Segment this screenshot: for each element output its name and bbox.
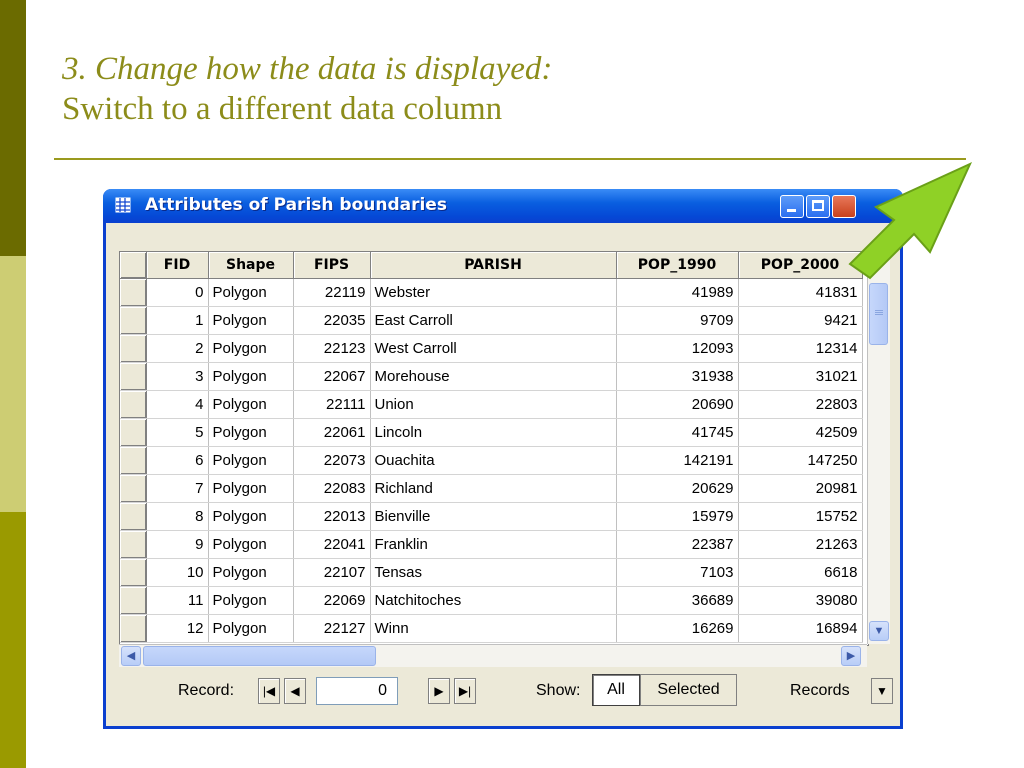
cell-pop-2000[interactable]: 9421 [738, 307, 862, 335]
stripe-middle [0, 256, 26, 512]
window-titlebar[interactable] [103, 189, 903, 223]
row-selector[interactable] [120, 615, 146, 643]
stripe-bottom [0, 512, 26, 768]
cell-fid[interactable]: 8 [146, 503, 208, 531]
cell-fips[interactable]: 22083 [293, 475, 370, 503]
cell-fips[interactable]: 22111 [293, 391, 370, 419]
previous-record-icon[interactable]: ◀ [284, 678, 306, 704]
show-label: Show: [536, 682, 581, 699]
column-header-shape[interactable]: Shape [208, 252, 293, 279]
last-record-icon[interactable]: ▶| [454, 678, 476, 704]
next-record-icon[interactable]: ▶ [428, 678, 450, 704]
window-title: Attributes of Parish boundaries [145, 195, 447, 215]
cell-shape[interactable]: Polygon [208, 307, 293, 335]
cell-pop-1990[interactable]: 12093 [616, 335, 738, 363]
cell-fips[interactable]: 22035 [293, 307, 370, 335]
row-selector[interactable] [120, 447, 146, 475]
title-divider [54, 158, 966, 160]
column-header-fips[interactable]: FIPS [293, 252, 370, 279]
cell-shape[interactable]: Polygon [208, 363, 293, 391]
cell-fips[interactable]: 22061 [293, 419, 370, 447]
cell-parish[interactable]: Lincoln [370, 419, 616, 447]
cell-pop-1990[interactable]: 31938 [616, 363, 738, 391]
cell-parish[interactable]: East Carroll [370, 307, 616, 335]
horizontal-scroll-thumb[interactable] [143, 646, 376, 666]
cell-fid[interactable]: 3 [146, 363, 208, 391]
cell-shape[interactable]: Polygon [208, 447, 293, 475]
cell-parish[interactable]: Union [370, 391, 616, 419]
cell-pop-2000[interactable]: 147250 [738, 447, 862, 475]
cell-shape[interactable]: Polygon [208, 587, 293, 615]
cell-fips[interactable]: 22123 [293, 335, 370, 363]
cell-fips[interactable]: 22041 [293, 531, 370, 559]
cell-fid[interactable]: 11 [146, 587, 208, 615]
cell-fips[interactable]: 22119 [293, 279, 370, 307]
header-row-selector[interactable] [120, 252, 146, 279]
stripe-top [0, 0, 26, 256]
column-header-pop-1990[interactable]: POP_1990 [616, 252, 738, 279]
cell-parish[interactable]: Ouachita [370, 447, 616, 475]
cell-fips[interactable]: 22069 [293, 587, 370, 615]
cell-parish[interactable]: Morehouse [370, 363, 616, 391]
cell-fid[interactable]: 9 [146, 531, 208, 559]
cell-pop-1990[interactable]: 9709 [616, 307, 738, 335]
cell-shape[interactable]: Polygon [208, 391, 293, 419]
cell-fid[interactable]: 4 [146, 391, 208, 419]
cell-pop-2000[interactable]: 12314 [738, 335, 862, 363]
cell-pop-1990[interactable]: 22387 [616, 531, 738, 559]
cell-pop-2000[interactable]: 22803 [738, 391, 862, 419]
row-selector[interactable] [120, 391, 146, 419]
table-row[interactable] [120, 391, 862, 419]
maximize-button[interactable] [806, 195, 830, 218]
cell-pop-1990[interactable]: 36689 [616, 587, 738, 615]
cell-shape[interactable]: Polygon [208, 419, 293, 447]
table-row[interactable] [120, 475, 862, 503]
table-row[interactable] [120, 363, 862, 391]
slide-title-line1: 3. Change how the data is displayed: [62, 51, 553, 87]
cell-fid[interactable]: 12 [146, 615, 208, 643]
table-row[interactable] [120, 447, 862, 475]
cell-shape[interactable]: Polygon [208, 531, 293, 559]
cell-parish[interactable]: Winn [370, 615, 616, 643]
table-icon [115, 197, 131, 213]
show-selected-button[interactable]: Selected [640, 674, 737, 706]
cell-pop-2000[interactable]: 20981 [738, 475, 862, 503]
cell-parish[interactable]: Natchitoches [370, 587, 616, 615]
record-label: Record: [178, 682, 235, 699]
attributes-window [103, 189, 903, 729]
cell-fid[interactable]: 0 [146, 279, 208, 307]
cell-shape[interactable]: Polygon [208, 279, 293, 307]
column-header-pop-2000[interactable]: POP_2000 [738, 252, 862, 279]
cell-pop-2000[interactable]: 31021 [738, 363, 862, 391]
cell-pop-1990[interactable]: 7103 [616, 559, 738, 587]
cell-pop-2000[interactable]: 41831 [738, 279, 862, 307]
table-row[interactable] [120, 615, 862, 643]
cell-pop-1990[interactable]: 41745 [616, 419, 738, 447]
cell-pop-1990[interactable]: 20629 [616, 475, 738, 503]
vertical-scrollbar[interactable] [867, 251, 890, 644]
row-selector[interactable] [120, 475, 146, 503]
row-selector[interactable] [120, 279, 146, 307]
records-label: Records [790, 682, 850, 699]
cell-pop-1990[interactable]: 41989 [616, 279, 738, 307]
header-row [120, 252, 862, 279]
row-selector[interactable] [120, 307, 146, 335]
cell-shape[interactable]: Polygon [208, 475, 293, 503]
scroll-down-icon[interactable]: ▼ [869, 621, 889, 641]
cell-pop-2000[interactable]: 21263 [738, 531, 862, 559]
table-row[interactable] [120, 559, 862, 587]
cell-pop-2000[interactable]: 39080 [738, 587, 862, 615]
cell-pop-2000[interactable]: 42509 [738, 419, 862, 447]
options-dropdown-icon[interactable]: ▼ [871, 678, 893, 704]
cell-parish[interactable]: Bienville [370, 503, 616, 531]
table-row[interactable] [120, 335, 862, 363]
cell-parish[interactable]: Tensas [370, 559, 616, 587]
row-selector[interactable] [120, 587, 146, 615]
horizontal-scrollbar[interactable] [119, 644, 867, 667]
cell-shape[interactable]: Polygon [208, 559, 293, 587]
cell-shape[interactable]: Polygon [208, 615, 293, 643]
cell-pop-1990[interactable]: 20690 [616, 391, 738, 419]
cell-fid[interactable]: 2 [146, 335, 208, 363]
cell-pop-2000[interactable]: 15752 [738, 503, 862, 531]
column-header-parish[interactable]: PARISH [370, 252, 616, 279]
cell-fips[interactable]: 22107 [293, 559, 370, 587]
minimize-button[interactable] [780, 195, 804, 218]
table-row[interactable] [120, 419, 862, 447]
column-header-fid[interactable]: FID [146, 252, 208, 279]
scroll-left-icon[interactable]: ◀ [121, 646, 141, 666]
attribute-table [119, 251, 869, 646]
row-selector[interactable] [120, 363, 146, 391]
slide-title [62, 50, 552, 129]
pointer-arrow-icon [838, 152, 978, 282]
cell-pop-1990[interactable]: 15979 [616, 503, 738, 531]
cell-shape[interactable]: Polygon [208, 503, 293, 531]
first-record-icon[interactable]: |◀ [258, 678, 280, 704]
record-navigation-bar [106, 673, 900, 713]
cell-fips[interactable]: 22013 [293, 503, 370, 531]
table-row[interactable] [120, 587, 862, 615]
row-selector[interactable] [120, 559, 146, 587]
cell-parish[interactable]: Franklin [370, 531, 616, 559]
slide-title-line2: Switch to a different data column [62, 90, 503, 127]
cell-parish[interactable]: Webster [370, 279, 616, 307]
row-selector[interactable] [120, 531, 146, 559]
cell-fips[interactable]: 22067 [293, 363, 370, 391]
cell-pop-1990[interactable]: 142191 [616, 447, 738, 475]
cell-fid[interactable]: 10 [146, 559, 208, 587]
cell-pop-2000[interactable]: 6618 [738, 559, 862, 587]
row-selector[interactable] [120, 335, 146, 363]
table-row[interactable] [120, 279, 862, 307]
cell-fips[interactable]: 22127 [293, 615, 370, 643]
cell-fid[interactable]: 6 [146, 447, 208, 475]
cell-fid[interactable]: 1 [146, 307, 208, 335]
show-all-button[interactable]: All [592, 674, 640, 706]
vertical-scroll-thumb[interactable] [869, 283, 888, 345]
cell-shape[interactable]: Polygon [208, 335, 293, 363]
table-row[interactable] [120, 503, 862, 531]
table-row[interactable] [120, 531, 862, 559]
row-selector[interactable] [120, 419, 146, 447]
cell-parish[interactable]: West Carroll [370, 335, 616, 363]
scroll-right-icon[interactable]: ▶ [841, 646, 861, 666]
cell-pop-2000[interactable]: 16894 [738, 615, 862, 643]
cell-fid[interactable]: 7 [146, 475, 208, 503]
cell-fips[interactable]: 22073 [293, 447, 370, 475]
table-row[interactable] [120, 307, 862, 335]
cell-parish[interactable]: Richland [370, 475, 616, 503]
record-number-input[interactable]: 0 [316, 677, 398, 705]
cell-fid[interactable]: 5 [146, 419, 208, 447]
row-selector[interactable] [120, 503, 146, 531]
cell-pop-1990[interactable]: 16269 [616, 615, 738, 643]
